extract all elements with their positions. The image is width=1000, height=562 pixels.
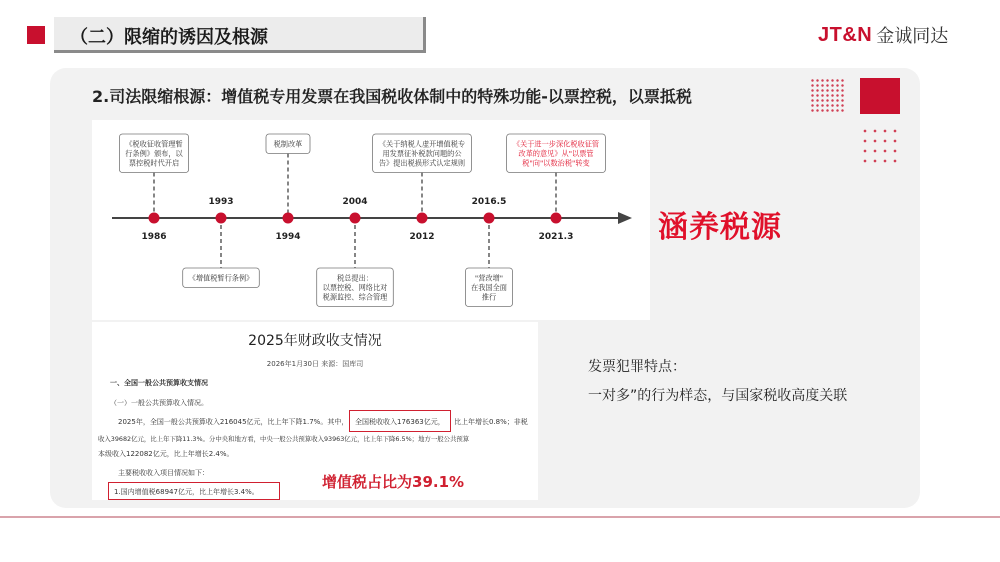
vat-highlight-box (108, 482, 280, 500)
timeline-note-text: 税源监控、综合管理 (322, 292, 388, 302)
timeline-dot (551, 213, 562, 224)
page-title: （二）限缩的诱因及根源 (70, 27, 268, 48)
timeline-note-text: 改革的意见》从"以票管 (518, 149, 594, 158)
timeline-note-text: 税"向"以数治税"转变 (522, 158, 590, 168)
footer-divider (0, 516, 1000, 518)
timeline-note-text: 在我国全面 (471, 283, 507, 292)
timeline-arrow (618, 212, 632, 224)
timeline-note-text: 税总提出： (337, 273, 373, 283)
report-paragraph-1a: 2025年，全国一般公共预算收入216045亿元，比上年下降1.7%。其中， (118, 418, 349, 426)
decorative-dot-grid (810, 78, 846, 112)
timeline-year-label: 1993 (208, 197, 234, 207)
report-item-vat: 1.国内增值税68947亿元，比上年增长3.4%。 (114, 488, 259, 496)
section-subtitle: 2.司法限缩根源：增值税专用发票在我国税收体制中的特殊功能-以票控税，以票抵税 (92, 87, 692, 106)
timeline-note-text: 用发票征补税款问题的公 (382, 149, 462, 158)
report-paragraph-1c: 比上年增长0.8%；非税 (454, 418, 528, 426)
timeline-note-text: 票控税时代开启 (128, 158, 180, 168)
fiscal-report-excerpt (92, 322, 538, 500)
decorative-dot-grid-small (860, 126, 900, 164)
timeline-year-label: 2021.3 (538, 232, 574, 242)
report-title: 2025年财政收支情况 (248, 333, 382, 349)
timeline-note-text: 以票控税、网络比对 (322, 283, 388, 292)
timeline-note-text: 《关于纳税人虚开增值税专 (378, 139, 466, 149)
timeline-dot (283, 213, 294, 224)
timeline-note-text: 行条例》颁布，以 (125, 149, 183, 158)
timeline-note-text: 告》提出税损形式认定规则 (378, 158, 466, 168)
report-paragraph-3: 本级收入122082亿元，比上年增长2.4%。 (98, 450, 234, 458)
company-logo (818, 22, 948, 48)
header-accent-square (27, 26, 45, 44)
feature-title: 发票犯罪特点： (588, 359, 686, 375)
timeline-dot (417, 213, 428, 224)
vat-share-callout: 增值税占比为39.1% (322, 473, 465, 491)
report-paragraph-1b: 全国税收收入176363亿元， (355, 418, 445, 426)
timeline-svg (92, 120, 650, 320)
timeline-year-label: 2012 (409, 232, 435, 242)
feature-description: 一对多”的行为样态，与国家税收高度关联 (588, 388, 848, 404)
timeline-year-label: 1986 (141, 232, 167, 242)
timeline-note-text: 推行 (481, 292, 497, 302)
report-subsection: （一）一般公共预算收入情况。 (110, 399, 208, 407)
timeline-dot (350, 213, 361, 224)
slogan-text: 涵养税源 (658, 210, 782, 245)
timeline-year-label: 2004 (342, 197, 368, 207)
tax-revenue-highlight-box (349, 410, 451, 432)
report-meta: 2026年1月30日 来源：国库司 (266, 360, 364, 368)
timeline-note-text: 《关于进一步深化税收征管 (512, 139, 600, 149)
timeline-note-text: 《增值税暂行条例》 (188, 273, 254, 283)
logo-text: 金诚同达 (876, 26, 949, 47)
timeline-dot (484, 213, 495, 224)
logo-mark: JT&N (818, 23, 873, 46)
timeline-note-text: 《税收征收管理暂 (125, 139, 183, 149)
timeline-year-label: 2016.5 (471, 197, 507, 207)
report-paragraph-2: 收入39682亿元，比上年下降11.3%。分中央和地方看，中央一般公共预算收入93963亿元，比上年下降6.5%；地方一般公共预算 (98, 435, 470, 443)
timeline-dot (149, 213, 160, 224)
timeline-note-text: 税制改革 (273, 139, 303, 149)
timeline-year-label: 1994 (275, 232, 301, 242)
decorative-red-block (860, 78, 900, 114)
report-items-intro: 主要税收收入项目情况如下： (118, 469, 209, 477)
timeline-dot (216, 213, 227, 224)
timeline-diagram (92, 120, 650, 320)
timeline-note-text: "营改增" (474, 273, 504, 283)
report-section: 一、全国一般公共预算收支情况 (110, 379, 208, 387)
